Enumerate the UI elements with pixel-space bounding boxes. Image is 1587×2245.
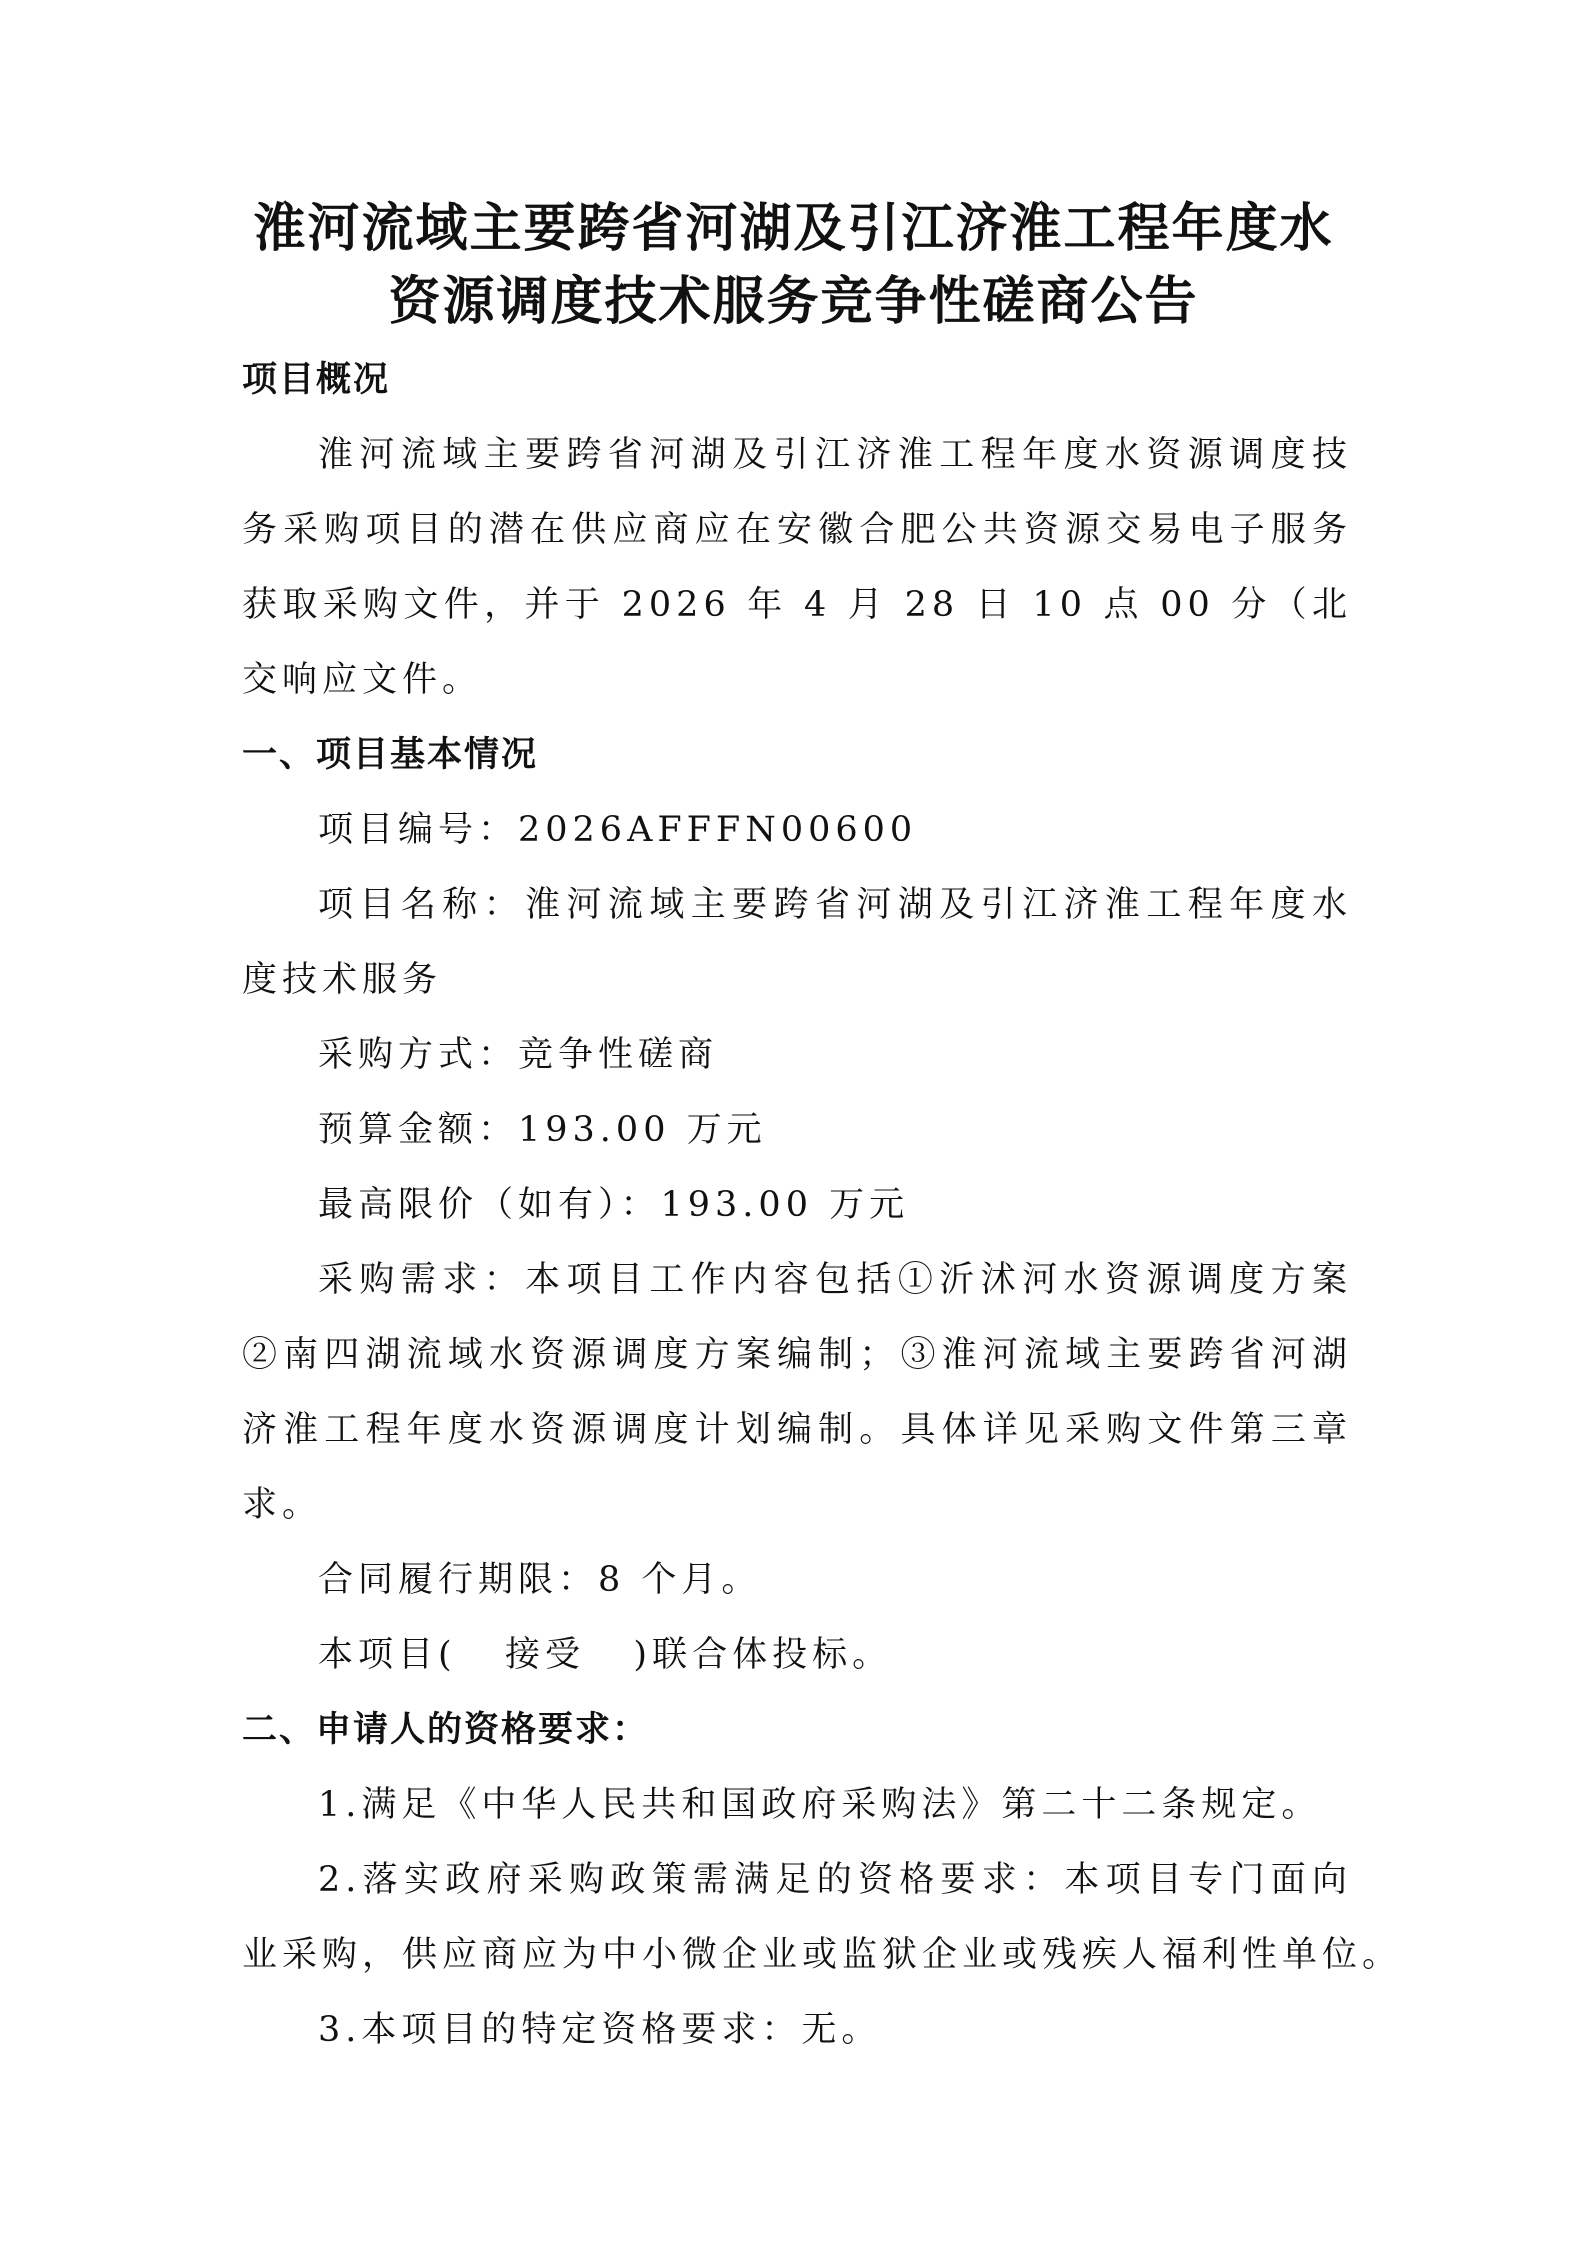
requirement-line: 济淮工程年度水资源调度计划编制。具体详见采购文件第三章 <box>242 1410 1352 1450</box>
requirement-line: 采购需求：本项目工作内容包括①沂沭河水资源调度方案 <box>318 1260 1352 1300</box>
section-1-heading: 一、项目基本情况 <box>242 735 539 775</box>
project-name-line: 度技术服务 <box>242 960 443 1000</box>
requirement-line: ②南四湖流域水资源调度方案编制；③淮河流域主要跨省河湖 <box>242 1335 1352 1375</box>
requirement-line: 求。 <box>242 1485 323 1525</box>
qualification-item-1: 1.满足《中华人民共和国政府采购法》第二十二条规定。 <box>318 1785 1322 1825</box>
overview-line: 获取采购文件，并于 2026 年 4 月 28 日 10 点 00 分（北 <box>242 585 1352 625</box>
document-title-line-2: 资源调度技术服务竞争性磋商公告 <box>388 272 1199 332</box>
overview-heading: 项目概况 <box>242 360 391 400</box>
overview-line: 淮河流域主要跨省河湖及引江济淮工程年度水资源调度技 <box>318 435 1352 475</box>
project-name-line: 项目名称：淮河流域主要跨省河湖及引江济淮工程年度水 <box>318 885 1352 925</box>
section-2-heading: 二、申请人的资格要求： <box>242 1710 650 1750</box>
budget-amount: 预算金额：193.00 万元 <box>318 1110 767 1150</box>
document-title-line-1: 淮河流域主要跨省河湖及引江济淮工程年度水 <box>253 199 1334 259</box>
consortium-bidding: 本项目( 接受 )联合体投标。 <box>318 1635 893 1675</box>
overview-line: 交响应文件。 <box>242 660 483 700</box>
qualification-item-2-line: 业采购，供应商应为中小微企业或监狱企业或残疾人福利性单位。 <box>242 1935 1403 1975</box>
max-price: 最高限价（如有）：193.00 万元 <box>318 1185 910 1225</box>
qualification-item-2-line: 2.落实政府采购政策需满足的资格要求：本项目专门面向 <box>318 1860 1352 1900</box>
procurement-method: 采购方式：竞争性磋商 <box>318 1035 719 1075</box>
contract-term: 合同履行期限：8 个月。 <box>318 1560 762 1600</box>
qualification-item-3: 3.本项目的特定资格要求：无。 <box>318 2010 882 2050</box>
project-number: 项目编号：2026AFFFN00600 <box>318 810 918 850</box>
overview-line: 务采购项目的潜在供应商应在安徽合肥公共资源交易电子服务 <box>242 510 1352 550</box>
